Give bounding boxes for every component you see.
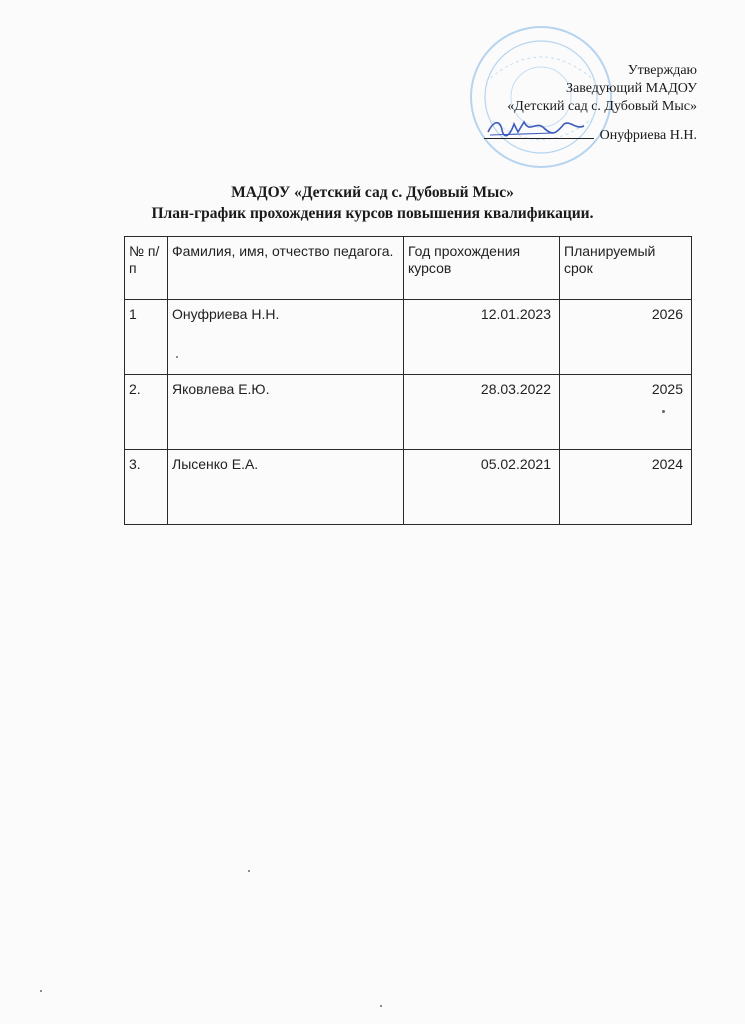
document-title: План-график прохождения курсов повышения квалификации.: [151, 205, 594, 222]
header-year: Год прохождения курсов: [404, 237, 560, 300]
planned-year: 2026: [560, 300, 692, 375]
teacher-name: Яковлева Е.Ю.: [168, 375, 404, 450]
signatory-name: Онуфриева Н.Н.: [599, 128, 697, 143]
scan-speck: [248, 870, 250, 872]
course-date: 12.01.2023: [404, 300, 560, 375]
handwritten-signature: [484, 116, 594, 139]
document-heading: [0, 182, 745, 224]
header-number: № п/п: [125, 237, 168, 300]
training-schedule-table: [124, 236, 692, 525]
organization-title: МАДОУ «Детский сад с. Дубовый Мыс»: [231, 184, 514, 201]
planned-year: 2024: [560, 450, 692, 525]
header-name: Фамилия, имя, отчество педагога.: [168, 237, 404, 300]
scan-speck: [380, 1005, 382, 1007]
approval-block: [484, 62, 697, 145]
signature-line: [484, 116, 697, 145]
course-date: 05.02.2021: [404, 450, 560, 525]
table-row: [125, 375, 692, 450]
organization-name: «Детский сад с. Дубовый Мыс»: [507, 99, 697, 114]
row-number: 3.: [125, 450, 168, 525]
table-row: [125, 450, 692, 525]
planned-year: 2025: [560, 375, 692, 450]
scan-speck: [176, 356, 178, 358]
table-header-row: [125, 237, 692, 300]
scan-speck: [40, 990, 42, 992]
course-date: 28.03.2022: [404, 375, 560, 450]
header-planned: Планируемый срок: [560, 237, 692, 300]
row-number: 2.: [125, 375, 168, 450]
teacher-name: Лысенко Е.А.: [168, 450, 404, 525]
scan-speck: [662, 410, 665, 413]
teacher-name: Онуфриева Н.Н.: [168, 300, 404, 375]
table-row: [125, 300, 692, 375]
approver-position: Заведующий МАДОУ: [566, 81, 697, 96]
approval-heading: Утверждаю: [627, 63, 697, 78]
row-number: 1: [125, 300, 168, 375]
